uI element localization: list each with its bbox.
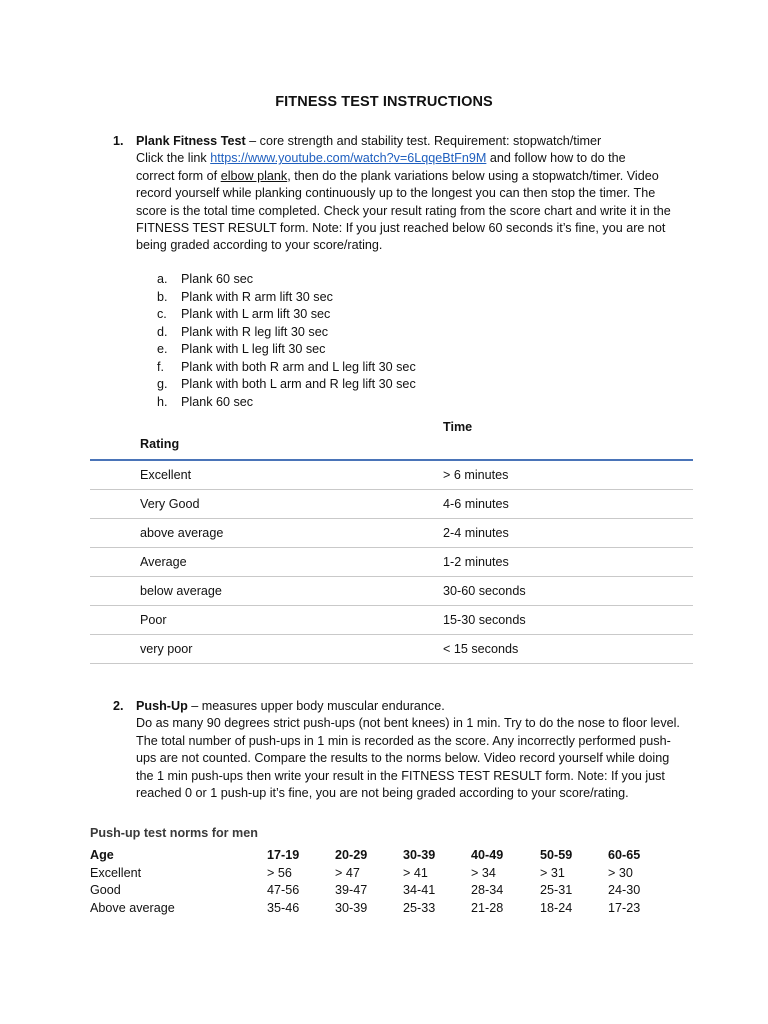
norms-cell: > 30 xyxy=(608,865,633,880)
time-cell: 1-2 minutes xyxy=(443,555,509,569)
table-row xyxy=(90,882,690,900)
rating-cell: Average xyxy=(140,555,187,569)
norms-cell: 25-31 xyxy=(540,883,573,898)
pushup-norms-table xyxy=(90,847,690,917)
norms-cell: 28-34 xyxy=(471,883,504,898)
rating-cell: below average xyxy=(140,584,222,598)
pushup-section xyxy=(113,698,683,802)
time-cell: 15-30 seconds xyxy=(443,613,526,627)
norms-cell: 34-41 xyxy=(403,883,436,898)
variation-text: Plank with R arm lift 30 sec xyxy=(181,289,333,304)
variation-letter: e. xyxy=(157,342,168,356)
plank-variation-item xyxy=(157,394,416,412)
norms-cell: 39-47 xyxy=(335,883,368,898)
rating-cell: Very Good xyxy=(140,497,200,511)
table-row xyxy=(90,461,693,490)
variation-letter: h. xyxy=(157,394,168,409)
plank-click-text: Click the link xyxy=(136,151,211,166)
norms-cell: 17-23 xyxy=(608,900,641,915)
norms-cell: Excellent xyxy=(90,865,142,880)
youtube-link[interactable]: https://www.youtube.com/watch?v=6LqqeBtFn9M xyxy=(210,151,487,166)
pushup-intro: – measures upper body muscular endurance. xyxy=(187,699,445,713)
variation-text: Plank with L leg lift 30 sec xyxy=(181,342,326,356)
plank-variation-item xyxy=(157,271,416,289)
table-row xyxy=(90,900,690,918)
time-cell: < 15 seconds xyxy=(443,642,519,656)
norms-header-cell: Age xyxy=(90,848,114,862)
norms-header-row xyxy=(90,847,690,865)
norms-cell: > 31 xyxy=(540,865,565,880)
plank-variation-item xyxy=(157,359,416,377)
table-row xyxy=(90,490,693,519)
table-row xyxy=(90,865,690,883)
norms-header-cell: 30-39 xyxy=(403,848,436,862)
plank-instructions: , then do the plank variations below using a stopwatch/timer. Video record yourself while planking continuously up to the longest you can then stop the timer. The score is the total time completed. Check your result rating from the score chart and write it in the FITNESS TEST RESULT form. Note: If you just reached below 60 seconds it’s fine, you are not being graded according to your score/rating. xyxy=(136,168,671,253)
time-cell: > 6 minutes xyxy=(443,468,509,482)
norms-header-cell: 17-19 xyxy=(267,848,300,862)
table-row xyxy=(90,577,693,606)
plank-section xyxy=(113,133,683,255)
rating-column-header: Rating xyxy=(140,437,180,451)
pushup-instructions: Do as many 90 degrees strict push-ups (not bent knees) in 1 min. Try to do the nose to floor level. The total number of push-ups in 1 min is recorded as the score. Any incorrectly performed push-ups are not counted. Compare the results to the norms below. Video record yourself while doing the 1 min push-ups then write your result in the FITNESS TEST RESULT form. Note: If you just reached 0 or 1 push-up it’s fine, you are not being graded according to your score/rating. xyxy=(136,716,680,801)
pushup-heading: Push-Up xyxy=(136,699,188,713)
norms-title: Push-up test norms for men xyxy=(90,826,258,840)
norms-header-cell: 50-59 xyxy=(540,848,573,862)
rating-cell: very poor xyxy=(140,642,193,656)
norms-cell: > 41 xyxy=(403,865,428,880)
elbow-plank-text: elbow plank xyxy=(220,168,288,183)
table-row xyxy=(90,635,693,664)
variation-letter: a. xyxy=(157,272,168,286)
norms-cell: 18-24 xyxy=(540,900,573,915)
variation-letter: f. xyxy=(157,359,164,374)
norms-header-cell: 40-49 xyxy=(471,848,504,862)
plank-after-link: and follow how to do the xyxy=(486,151,626,166)
plank-rating-table xyxy=(90,459,693,664)
norms-cell: Good xyxy=(90,883,121,898)
norms-cell: 24-30 xyxy=(608,883,641,898)
norms-cell: > 47 xyxy=(335,865,360,880)
norms-cell: 30-39 xyxy=(335,900,368,915)
plank-heading: Plank Fitness Test xyxy=(136,134,246,148)
time-cell: 4-6 minutes xyxy=(443,497,509,511)
norms-cell: > 34 xyxy=(471,865,496,880)
time-column-header: Time xyxy=(443,420,473,434)
variation-letter: d. xyxy=(157,324,168,339)
norms-cell: 47-56 xyxy=(267,883,300,898)
rating-cell: Poor xyxy=(140,613,167,627)
time-cell: 30-60 seconds xyxy=(443,584,526,598)
norms-cell: 35-46 xyxy=(267,900,300,915)
variation-letter: b. xyxy=(157,289,168,304)
rating-cell: Excellent xyxy=(140,468,192,482)
pushup-body xyxy=(136,698,683,802)
norms-cell: 25-33 xyxy=(403,900,436,915)
time-cell: 2-4 minutes xyxy=(443,526,509,540)
plank-variation-item xyxy=(157,324,416,342)
norms-cell: > 56 xyxy=(267,865,292,880)
page-title: FITNESS TEST INSTRUCTIONS xyxy=(275,94,493,110)
table-row xyxy=(90,606,693,635)
variation-text: Plank 60 sec xyxy=(181,394,254,409)
norms-header-cell: 60-65 xyxy=(608,848,641,862)
plank-variation-item xyxy=(157,289,416,307)
table-row xyxy=(90,548,693,577)
plank-variation-item xyxy=(157,341,416,359)
pushup-number: 2. xyxy=(113,699,124,713)
norms-cell: 21-28 xyxy=(471,900,504,915)
variation-text: Plank with both R arm and L leg lift 30 sec xyxy=(181,359,416,374)
plank-variation-item xyxy=(157,376,416,394)
plank-line3-start: correct form of xyxy=(136,168,221,183)
variation-letter: c. xyxy=(157,307,167,321)
rating-cell: above average xyxy=(140,526,224,540)
variation-text: Plank with R leg lift 30 sec xyxy=(181,324,328,339)
variation-text: Plank with both L arm and R leg lift 30 sec xyxy=(181,377,416,391)
plank-body xyxy=(136,133,683,255)
norms-header-cell: 20-29 xyxy=(335,848,368,862)
norms-cell: Above average xyxy=(90,900,175,915)
plank-variation-list xyxy=(157,271,416,411)
variation-letter: g. xyxy=(157,377,168,391)
plank-number: 1. xyxy=(113,134,124,148)
variation-text: Plank 60 sec xyxy=(181,272,254,286)
plank-intro: – core strength and stability test. Requirement: stopwatch/timer xyxy=(245,134,602,148)
table-row xyxy=(90,519,693,548)
plank-variation-item xyxy=(157,306,416,324)
variation-text: Plank with L arm lift 30 sec xyxy=(181,307,331,321)
